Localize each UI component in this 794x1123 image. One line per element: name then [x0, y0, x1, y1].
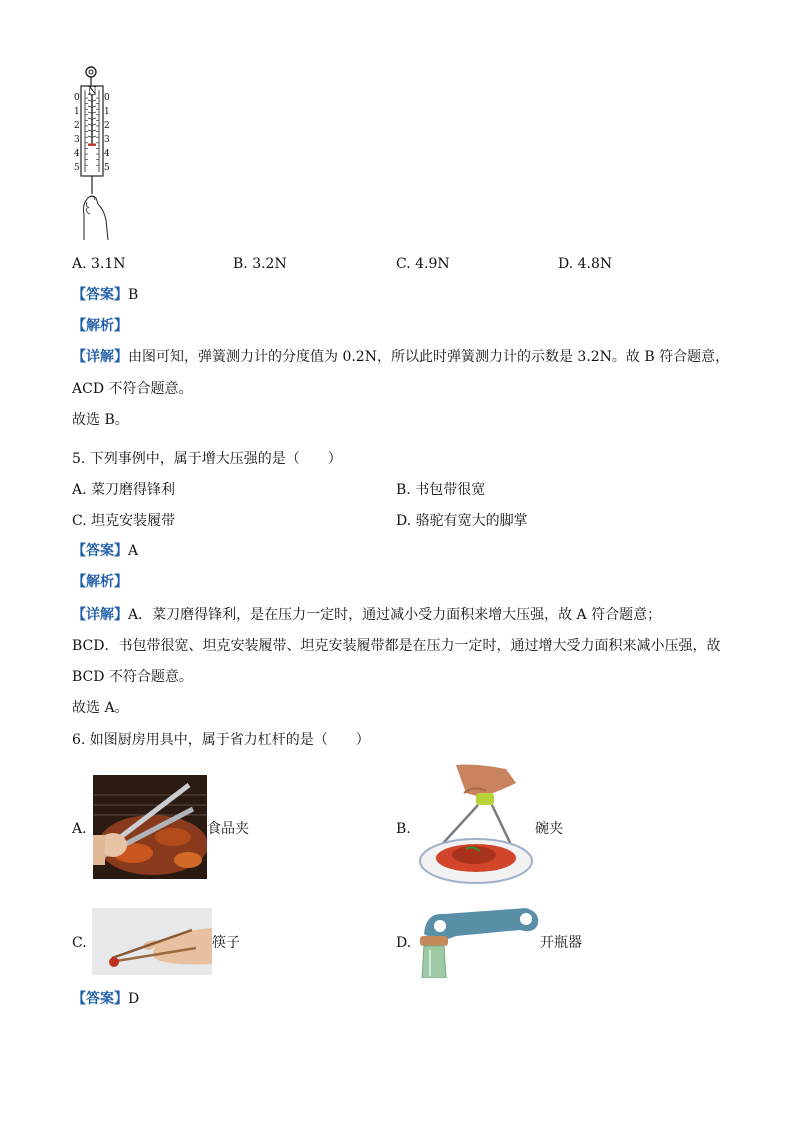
q5-conclusion: 故选 A。: [72, 700, 129, 716]
q6-option-d-letter: D.: [396, 935, 412, 951]
q4-answer-line: [72, 286, 138, 304]
analysis-tag: 【解析】: [72, 318, 128, 334]
answer-value: D: [128, 991, 140, 1007]
q6-answer-line: [72, 990, 139, 1008]
scale-tick-right-5: 5: [104, 163, 110, 173]
detail-text: 由图可知，弹簧测力计的分度值为 0.2N，所以此时弹簧测力计的示数是 3.2N。故 B 符合题意，: [128, 349, 730, 365]
q6-option-a-letter: A.: [72, 821, 87, 837]
scale-tick-right-0: 0: [104, 93, 110, 103]
q4-detail-line-2: ACD 不符合题意。: [72, 381, 193, 397]
scale-tick-left-0: 0: [74, 93, 80, 103]
q4-analysis-line: [72, 317, 128, 335]
q5-option-d: D. 骆驼有宽大的脚掌: [396, 513, 528, 529]
scale-tick-left-4: 4: [74, 149, 80, 159]
scale-tick-right-4: 4: [104, 149, 110, 159]
scale-tick-left-5: 5: [74, 163, 80, 173]
analysis-tag: 【解析】: [72, 574, 128, 590]
q6-option-b-letter: B.: [396, 821, 411, 837]
q5-answer-line: [72, 542, 138, 560]
scale-unit-label: N: [88, 86, 97, 97]
spring-scale-figure: [70, 64, 116, 244]
answer-value: A: [128, 543, 139, 559]
detail-text: A．菜刀磨得锋利，是在压力一定时，通过减小受力面积来增大压强，故 A 符合题意；: [128, 607, 662, 623]
answer-tag: 【答案】: [72, 287, 128, 303]
answer-tag: 【答案】: [72, 543, 128, 559]
detail-tag: 【详解】: [72, 607, 128, 623]
q6-option-d-name: 开瓶器: [540, 935, 582, 951]
scale-tick-right-3: 3: [104, 135, 110, 145]
scale-tick-right-1: 1: [104, 107, 110, 117]
scale-tick-left-1: 1: [74, 107, 80, 117]
chopsticks-image: [92, 908, 212, 975]
q4-option-c: C. 4.9N: [396, 256, 450, 272]
q6-option-a-name: 食品夹: [207, 821, 249, 837]
q4-conclusion: 故选 B。: [72, 412, 129, 428]
q5-option-a: A. 菜刀磨得锋利: [72, 482, 176, 498]
q5-analysis-line: [72, 573, 128, 591]
q4-detail-line-1: [72, 348, 729, 366]
q6-option-c-name: 筷子: [212, 935, 240, 951]
food-tongs-image: [93, 775, 207, 879]
q5-detail-line-3: BCD 不符合题意。: [72, 669, 193, 685]
scale-tick-left-3: 3: [74, 135, 80, 145]
q4-option-a: A. 3.1N: [72, 256, 126, 272]
answer-value: B: [128, 287, 139, 303]
q5-detail-line-1: [72, 606, 661, 624]
q4-option-b: B. 3.2N: [233, 256, 287, 272]
q6-option-c-letter: C.: [72, 935, 87, 951]
q4-option-d: D. 4.8N: [558, 256, 613, 272]
detail-tag: 【详解】: [72, 349, 128, 365]
q5-question: 5. 下列事例中，属于增大压强的是（ ）: [72, 451, 342, 467]
scale-tick-left-2: 2: [74, 121, 80, 131]
q5-option-b: B. 书包带很宽: [396, 482, 486, 498]
scale-tick-right-2: 2: [104, 121, 110, 131]
q6-question: 6. 如图厨房用具中，属于省力杠杆的是（ ）: [72, 732, 370, 748]
bowl-clip-image: [416, 763, 533, 886]
q5-detail-line-2: BCD．书包带很宽、坦克安装履带、坦克安装履带都是在压力一定时，通过增大受力面积来减小压强，故: [72, 638, 721, 654]
q6-option-b-name: 碗夹: [535, 821, 563, 837]
bottle-opener-image: [416, 904, 542, 978]
answer-tag: 【答案】: [72, 991, 128, 1007]
q5-option-c: C. 坦克安装履带: [72, 513, 176, 529]
